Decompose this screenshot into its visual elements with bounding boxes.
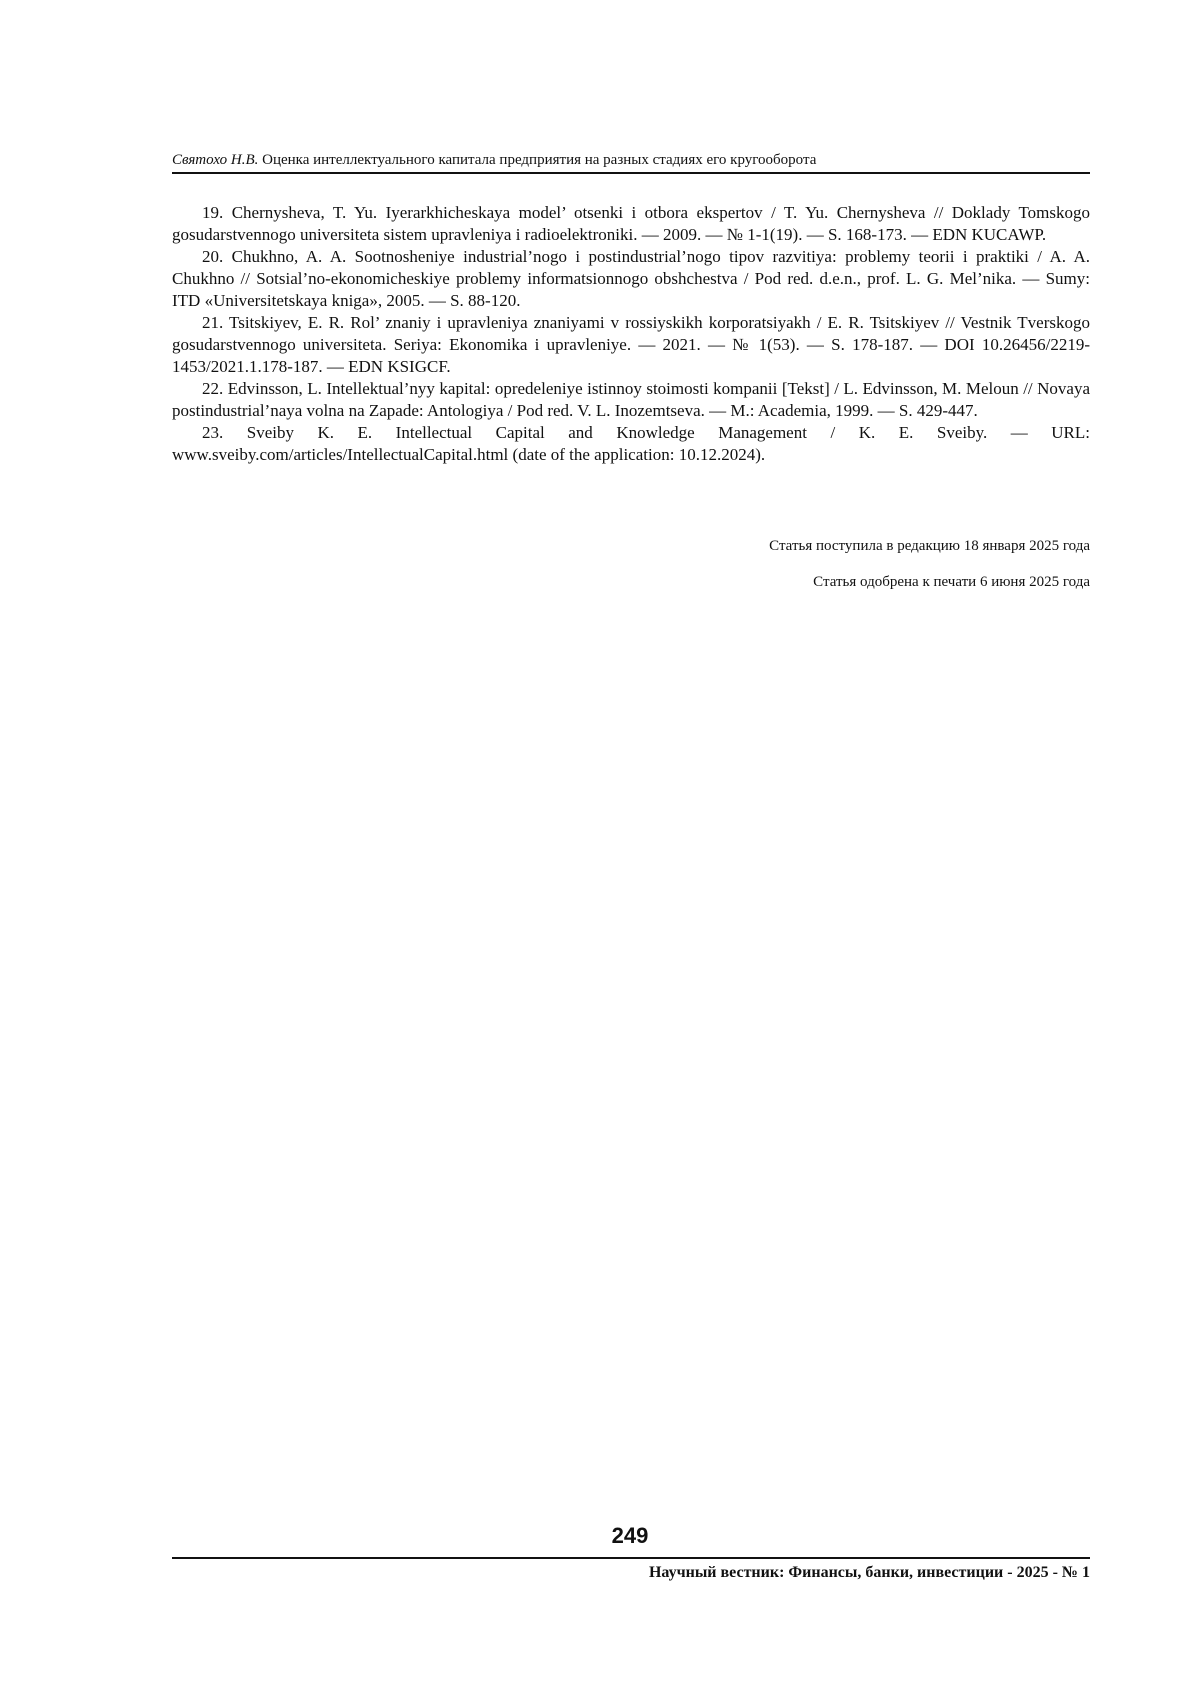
reference-item: 20. Chukhno, A. A. Sootnosheniye industrial’nogo i postindustrial’nogo tipov razvitiya: problemy teorii i praktiki / A. A. Chukhno // Sotsial’no-ekonomicheskiye problemy informatsionnogo obshchestva / Pod red. d.e.n., prof. L. G. Mel’nika. — Sumy: ITD «Universitetskaya kniga», 2005. — S. 88-120. <box>172 247 1090 310</box>
header-rule <box>172 172 1090 174</box>
footer-rule <box>172 1557 1090 1559</box>
journal-footer: Научный вестник: Финансы, банки, инвестиции - 2025 - № 1 <box>648 1564 1090 1581</box>
page-number: 249 <box>611 1523 649 1548</box>
reference-item: 22. Edvinsson, L. Intellektual’nyy kapital: opredeleniye istinnoy stoimosti kompanii [Tekst] / L. Edvinsson, M. Meloun // Novaya postindustrial’naya volna na Zapade: Antologiya / Pod red. V. L. Inozemtseva. — M.: Academia, 1999. — S. 429-447. <box>172 379 1090 420</box>
header-author: Святохо Н.В. <box>172 152 259 168</box>
reference-item: 21. Tsitskiyev, E. R. Rol’ znaniy i upravleniya znaniyami v rossiyskikh korporatsiyakh / E. R. Tsitskiyev // Vestnik Tverskogo gosudarstvennogo universiteta. Seriya: Ekonomika i upravleniye. — 2021. — № 1(53). — S. 178-187. — DOI 10.26456/2219-1453/2021.1.178-187. — EDN KSIGCF. <box>172 313 1090 376</box>
approved-note: Статья одобрена к печати 6 июня 2025 года <box>813 574 1090 590</box>
reference-item: 23. Sveiby K. E. Intellectual Capital and Knowledge Management / K. E. Sveiby. — URL: www.sveiby.com/articles/IntellectualCapital.html (date of the application: 10.12.2024). <box>172 423 1090 464</box>
header-title: Оценка интеллектуального капитала предприятия на разных стадиях его кругооборота <box>262 152 817 168</box>
reference-list <box>172 202 1090 466</box>
received-note: Статья поступила в редакцию 18 января 2025 года <box>769 538 1090 554</box>
running-header <box>172 150 1090 170</box>
reference-item: 19. Chernysheva, T. Yu. Iyerarkhicheskaya model’ otsenki i otbora ekspertov / T. Yu. Chernysheva // Doklady Tomskogo gosudarstvennogo universiteta sistem upravleniya i radioelektroniki. — 2009. — № 1-1(19). — S. 168-173. — EDN KUCAWP. <box>172 203 1090 244</box>
